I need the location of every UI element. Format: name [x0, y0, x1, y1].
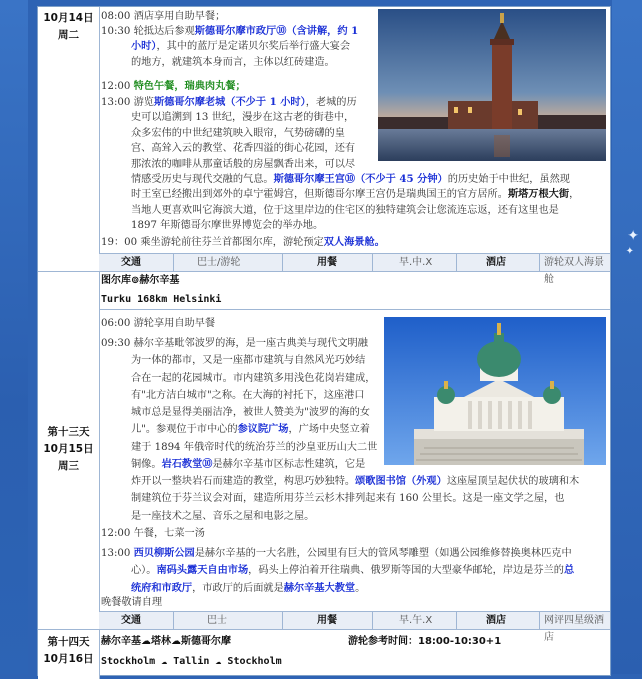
- transport-label: 交通: [121, 615, 141, 626]
- day-date: 10月15日: [43, 443, 94, 455]
- sparkle-icon: ✦: [625, 246, 634, 257]
- meal-label: 用餐: [317, 615, 337, 626]
- day-cell-14: [38, 630, 100, 679]
- left-decor-band: [0, 0, 28, 674]
- day-date: 10月16日: [43, 653, 94, 665]
- day1-line-palace: 情感受历史与现代交融的气息。斯德哥尔摩王宫⑩（不少于 45 分钟）的历史始于中世纪，虽然现 时王室已经搬出到郊外的卓宁霍姆宫，但斯德哥尔摩王宫仍是瑞典国王的官方居所。斯塔万根大街， 当地人更喜欢叫它海滨大道，位于这里岸边的住宅区的独特建筑会让您流连忘返，还有这里也是 1897 年斯德哥尔摩世界博览会的举办地。: [131, 173, 580, 232]
- itinerary-page: [37, 6, 611, 676]
- day2-route: 图尔库⊚赫尔辛基: [101, 275, 180, 286]
- hotel-label: 酒店: [486, 257, 506, 268]
- day1-line-1200: 12:00 特色午餐，瑞典肉丸餐；: [101, 80, 246, 92]
- day3-route: 赫尔辛基☁塔林☁斯德哥尔摩: [101, 636, 231, 647]
- day1-line-1900: 19：00 乘坐游轮前往芬兰首都图尔库，游轮预定双人海景舱。: [101, 236, 385, 248]
- day1-line-1030: 10:30 轮抵达后参观斯德哥尔摩市政厅⑩（含讲解，约 1 小时），其中的蓝厅是定诺贝尔奖后举行盛大宴会 的地方，就建筑本身而言，主体以红砖建造。: [101, 25, 359, 68]
- transport-value: 巴士/游轮: [197, 257, 241, 268]
- transport-label: 交通: [121, 257, 141, 268]
- day-weekday: 周二: [58, 29, 79, 41]
- day-weekday: 周三: [58, 460, 79, 472]
- day2-line-1300: 13:00 西贝柳斯公园是赫尔辛基的一大名胜，公园里有巨大的管风琴雕塑（如遇公园维修替换奥林匹克中 心）。南码头露天自由市场，码头上停泊着开往瑞典、俄罗斯等国的大型豪华邮轮，岸边是芬兰的总 统府和市政厅，市政厅的后面就是赫尔辛基大教堂。: [101, 547, 575, 594]
- day-cell-oct14: [38, 7, 100, 256]
- day2-line-dinner: 晚餐敬请自理: [101, 597, 163, 608]
- right-decor-band: [612, 0, 642, 674]
- hotel-label: 酒店: [486, 615, 506, 626]
- meal-label: 用餐: [317, 257, 337, 268]
- stockholm-city-hall-photo: [378, 9, 606, 161]
- meal-value: 早.中.X: [399, 257, 433, 268]
- meal-value: 早.午.X: [399, 615, 433, 626]
- day3-cruise-time: 游轮参考时间：18:00-10:30+1: [348, 636, 502, 647]
- hotel-value: 网评四星级酒店: [544, 615, 604, 643]
- day-cell-13: [38, 272, 100, 626]
- hotel-value: 游轮双人海景舱: [544, 257, 604, 285]
- day2-line-0600: 06:00 游轮享用自助早餐: [101, 318, 216, 329]
- day2-line-1200: 12:00 午餐，七菜一汤: [101, 528, 205, 539]
- day1-line-1300: 13:00 游览斯德哥尔摩老城（不少于 1 小时），老城的历 史可以追溯到 13 世纪，漫步在这古老的街巷中， 众多宏伟的中世纪建筑映入眼帘，气势磅礴的皇 宫、高耸入云的教堂、花香四溢的街心花园，还有 那浓浓的咖啡从那童话般的房屋飘香出来，可以尽: [101, 96, 357, 170]
- day-number: 第十三天: [47, 426, 90, 438]
- day-date: 10月14日: [43, 12, 94, 24]
- day3-route-en: Stockholm ☁ Tallin ☁ Stockholm: [101, 656, 282, 667]
- day2-route-en: Turku 168km Helsinki: [101, 294, 222, 305]
- day2-block-library: 炸开以一整块岩石而建造的教堂，构思巧妙独特。颂歌图书馆（外观）这座屋顶呈起伏状的玻璃和木 制建筑位于芬兰议会对面，建造所用芬兰云杉木排列起来有 160 公里长。这是一座文学之屋，也 是一座技术之屋、音乐之屋和电影之屋。: [131, 475, 580, 522]
- helsinki-cathedral-photo: [384, 317, 606, 465]
- transport-value: 巴士: [207, 615, 227, 626]
- sparkle-icon: ✦: [627, 228, 639, 244]
- day2-block-0930: 09:30 赫尔辛基毗邻波罗的海，是一座古典美与现代文明融 为一体的都市，又是一座都市建筑与自然风光巧妙结 合在一起的花园城市。市内建筑多用浅色花岗岩建成， 有"北方洁白城市"之称。在大海的衬托下，这座港口 城市总是显得美丽洁净，被世人赞美为"波罗的海的女 儿"。参观位于市中心的参议院广场，广场中央竖立着 建于 1894 年俄帝时代的统治芬兰的沙皇亚历山大二世 铜像。岩石教堂⑩是赫尔辛基市区标志性建筑，它是: [101, 338, 378, 471]
- day1-line-0800: 08:00 酒店享用自助早餐；: [101, 11, 226, 22]
- day-number: 第十四天: [47, 636, 90, 648]
